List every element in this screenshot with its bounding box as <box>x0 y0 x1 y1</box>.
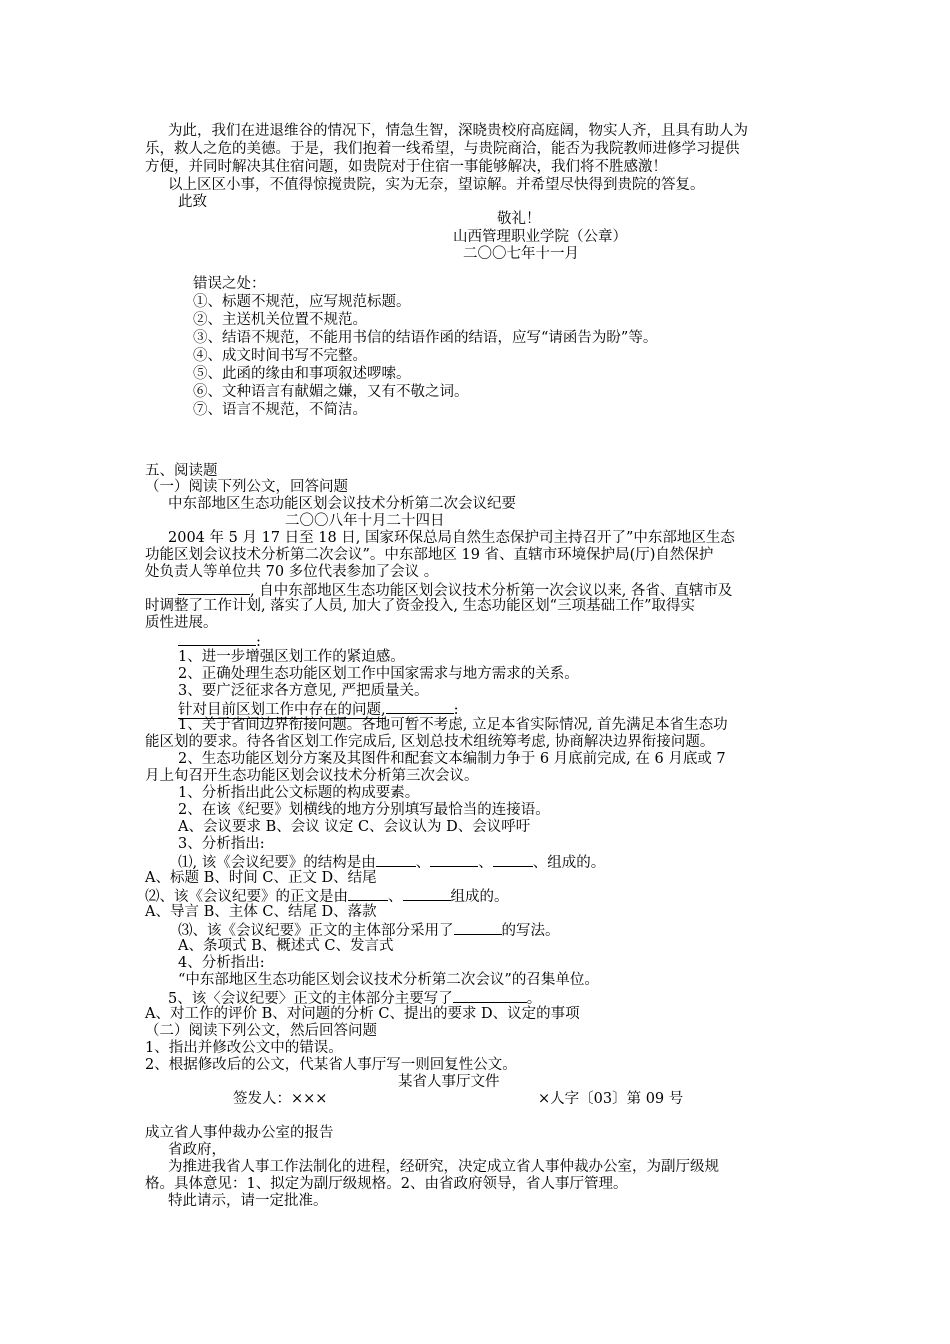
error-item: ①、标题不规范，应写规范标题。 <box>193 294 411 310</box>
doc2-signer: 签发人：××× <box>233 1091 328 1107</box>
error-item: ⑦、语言不规范，不简洁。 <box>193 402 367 418</box>
subsection-2-heading: （二）阅读下列公文，然后回答问题 <box>145 1023 377 1039</box>
requirement-item: 2、正确处理生态功能区划工作中国家需求与地方需求的关系。 <box>178 666 579 682</box>
doc-para-1-line-2: 功能区划会议技术分析第二次会议”。中东部地区 19 省、直辖市环境保护局(厅)自然保护 <box>145 547 714 563</box>
question-4: 4、分析指出: <box>178 955 265 971</box>
question-2-options: A、会议要求 B、会议 议定 C、会议认为 D、会议呼吁 <box>178 819 531 835</box>
question-3-2-suffix: 组成的。 <box>450 889 509 905</box>
doc2-closing: 特此请示，请一定批准。 <box>168 1193 328 1209</box>
question-3-1-text: ⑴, 该《会议纪要》的结构是由 <box>178 855 376 871</box>
doc-para-2-text: , 自中东部地区生态功能区划会议技术分析第一次会议以来, 各省、直辖市及 <box>250 583 733 599</box>
doc-para-2-line-3: 质性进展。 <box>145 615 218 631</box>
blank-underline <box>178 580 250 595</box>
doc2-body-line-1: 为推进我省人事工作法制化的进程，经研究，决定成立省人事仲裁办公室，为副厅级规 <box>168 1159 719 1175</box>
errors-title: 错误之处： <box>193 276 266 292</box>
doc-title: 中东部地区生态功能区划会议技术分析第二次会议纪要 <box>168 496 516 512</box>
colon: : <box>256 634 261 650</box>
letter-paragraph-2: 以上区区小事，不值得惊搅贵院，实为无奈，望谅解。并希望尽快得到贵院的答复。 <box>168 177 705 193</box>
question-5-suffix: 。 <box>526 991 542 1007</box>
question-3-2: ⑵、该《会议纪要》的正文是由 、 组成的。 <box>145 886 509 907</box>
colon: : <box>453 702 459 718</box>
question-3-1-suffix: 组成的。 <box>547 855 606 871</box>
subsection-1-heading: （一）阅读下列公文，回答问题 <box>145 479 348 495</box>
blank-underline <box>376 852 416 867</box>
question-3: 3、分析指出: <box>178 836 265 852</box>
doc2-title: 成立省人事仲裁办公室的报告 <box>145 1125 334 1141</box>
doc2-body-line-2: 格。具体意见：1、拟定为副厅级规格。2、由省政府领导，省人事厅管理。 <box>145 1176 628 1192</box>
blank-underline <box>454 920 502 935</box>
blank-underline <box>493 852 533 867</box>
task-2: 2、根据修改后的公文，代某省人事厅写一则回复性公文。 <box>145 1057 517 1073</box>
doc2-recipient: 省政府， <box>168 1142 226 1158</box>
blank-underline <box>403 886 451 901</box>
requirement-item: 1、进一步增强区划工作的紧迫感。 <box>178 649 405 665</box>
error-item: ⑥、文种语言有献媚之嫌，又有不敬之词。 <box>193 384 469 400</box>
issue-2-line-1: 2、生态功能区划分方案及其图件和配套文本编制力争于 6 月底前完成, 在 6 月底或 7 <box>178 751 726 767</box>
letter-jingli: 敬礼！ <box>497 211 541 227</box>
error-item: ②、主送机关位置不规范。 <box>193 312 367 328</box>
doc-para-1-line-3: 处负责人等单位共 70 多位代表参加了会议 。 <box>145 564 439 580</box>
question-3-2-options: A、导言 B、主体 C、结尾 D、落款 <box>145 904 377 920</box>
doc-date: 二〇〇八年十月二十四日 <box>285 513 445 529</box>
letter-cizhi: 此致 <box>178 194 207 210</box>
requirement-item: 3、要广泛征求各方意见, 严把质量关。 <box>178 683 429 699</box>
question-3-1: ⑴, 该《会议纪要》的结构是由 、 、 、组成的。 <box>178 852 605 873</box>
blank-underline <box>430 852 478 867</box>
question-3-3-suffix: 的写法。 <box>501 923 560 939</box>
question-5-text: 5、该〈会议纪要〉正文的主体部分主要写了 <box>168 991 453 1007</box>
doc-para-2-line-2: 时调整了工作计划, 落实了人员, 加大了资金投入, 生态功能区划“三项基础工作”取得实 <box>145 598 695 614</box>
task-1: 1、指出并修改公文中的错误。 <box>145 1040 343 1056</box>
issue-2-line-2: 月上旬召开生态功能区划会议技术分析第三次会议。 <box>145 768 479 784</box>
issues-lead-text: 针对目前区划工作中存在的问题, <box>178 702 386 718</box>
question-5-options: A、对工作的评价 B、对问题的分析 C、提出的要求 D、议定的事项 <box>145 1006 580 1022</box>
question-3-1-options: A、标题 B、时间 C、正文 D、结尾 <box>145 870 377 886</box>
blank-underline <box>178 631 256 646</box>
letter-sender: 山西管理职业学院（公章） <box>453 229 627 245</box>
letter-paragraph-1-line-2: 乐，救人之危的美德。于是，我们抱着一线希望，与贵院商洽，能否为我院教师进修学习提供 <box>145 141 740 157</box>
letter-paragraph-1-line-1: 为此，我们在进退维谷的情况下，情急生智，深晓贵校府高庭阔，物实人齐，且具有助人为 <box>168 123 748 139</box>
question-1: 1、分析指出此公文标题的构成要素。 <box>178 785 420 801</box>
question-2: 2、在该《纪要》划横线的地方分别填写最恰当的连接语。 <box>178 802 550 818</box>
letter-date: 二〇〇七年十一月 <box>463 246 579 262</box>
error-item: ③、结语不规范，不能用书信的结语作函的结语，应写“请函告为盼”等。 <box>193 330 658 346</box>
blank-underline <box>348 886 388 901</box>
letter-paragraph-1-line-3: 方便，并同时解决其住宿问题，如贵院对于住宿一事能够解决，我们将不胜感激！ <box>145 159 667 175</box>
section-heading: 五、阅读题 <box>145 463 218 479</box>
blank-underline <box>386 699 454 714</box>
question-3-3-text: ⑶、该《会议纪要》正文的主体部分采用了 <box>178 923 454 939</box>
issue-1-line-1: 1、关于省间边界衔接问题。各地可暂不考虑, 立足本省实际情况, 首先满足本省生态功 <box>178 717 728 733</box>
question-3-3-options: A、条项式 B、概述式 C、发言式 <box>178 938 394 954</box>
error-item: ⑤、此函的缘由和事项叙述啰嗦。 <box>193 366 411 382</box>
issue-1-line-2: 能区划的要求。待各省区划工作完成后, 区划总技术组统筹考虑, 协商解决边界衔接问题。 <box>145 734 715 750</box>
blank-underline <box>453 988 527 1003</box>
error-item: ④、成文时间书写不完整。 <box>193 348 367 364</box>
doc2-org: 某省人事厅文件 <box>398 1074 500 1090</box>
question-4-text: “中东部地区生态功能区划会议技术分析第二次会议”的召集单位。 <box>178 972 599 988</box>
question-3-2-text: ⑵、该《会议纪要》的正文是由 <box>145 889 348 905</box>
doc-para-1-line-1: 2004 年 5 月 17 日至 18 日, 国家环保总局自然生态保护司主持召开了”中东部地区生态 <box>168 530 735 546</box>
doc2-number: ×人字〔03〕第 09 号 <box>538 1091 684 1107</box>
